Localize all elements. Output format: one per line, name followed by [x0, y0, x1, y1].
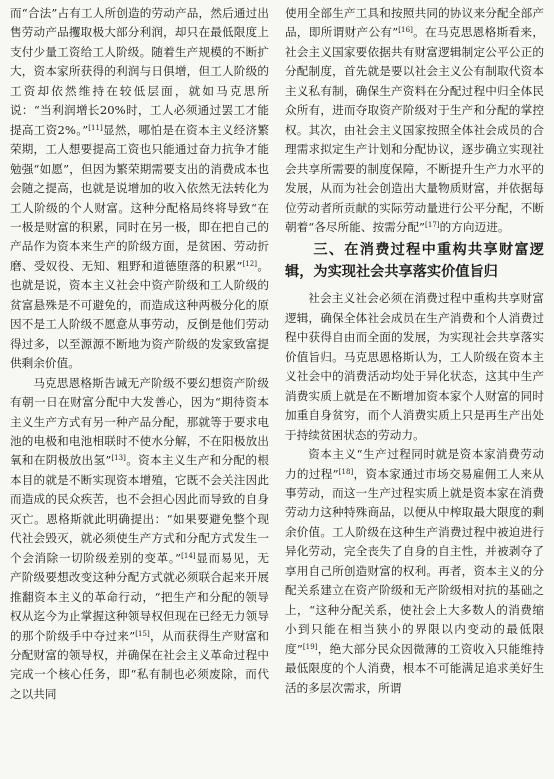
paragraph: 资本主义“生产过程同时就是资本家消费劳动力的过程”[18]，资本家通过市场交易雇佣工人来从事劳动，而这一生产过程实质上就是资本家在消费劳动力这种特殊商品，以便从中榨取最大限度的剩余价值。工人阶级在这种生产消费过程中被迫进行异化劳动，完全丧失了自身的自主性，并被剥夺了享用自己所创造财富的权利。再者，资本主义的分配关系建立在资产阶级和无产阶级相对抗的基础之上，“这种分配关系，使社会上大多数人的消费缩小到只能在相当狭小的界限以内变动的最低限度”[19]，绝大部分民众因微薄的工资收入只能维持最低限度的个人消费，根本不可能满足追求美好生活的多层次需求，所谓	[285, 447, 545, 695]
section-heading: 三、在消费过程中重构共享财富逻辑，为实现社会共享落实价值旨归	[285, 242, 544, 281]
paragraph: 而“合法”占有工人所创造的劳动产品，然后通过出售劳动产品攫取极大部分利润，却只在最低限度上支付少量工资给工人阶级。随着生产规模的不断扩大，资本家所获得的利润与日俱增，但工人阶级的工资却依然维持在较低层面，就如马克思所说：“当利润增长20%时，工人必须通过罢工才能提高工资2%。”[11]显然，哪怕是在资本主义经济繁荣期，工人想要提高工资也只能通过奋力抗争才能勉强“如愿”，但因为繁荣期需要支出的消费成本也会随之提高，也就是说增加的收入依然无法转化为工人阶级的个人财富。这种分配格局终将导致“在一极是财富的积累，同时在另一极，即在把自己的产品作为资本来生产的阶级方面，是贫困、劳动折磨、受奴役、无知、粗野和道德堕落的积累”[12]。也就是说，资本主义社会中资产阶级和工人阶级的贫富悬殊是不可避免的，而造成这种两极分化的原因不是工人阶级不愿意从事劳动，反倒是他们劳动得过多，以至源源不断地为资产阶级的发家致富提供剩余价值。	[10, 6, 270, 371]
paragraph: 社会主义社会必须在消费过程中重构共享财富逻辑，确保全体社会成员在生产消费和个人消费过程中获得自由而全面的发展，为实现社会共享落实价值旨归。马克思恩格斯认为，工人阶级在资本主义社会中的消费活动均处于异化状态，这其中生产消费实质上就是在不断增加资本家个人财富的同时加重自身贫穷，而个人消费实质上只是再生产出处于持续贫困状态的劳动力。	[285, 291, 544, 442]
paragraph: 使用全部生产工具和按照共同的协议来分配全部产品，即所谓财产公有”[16]。在马克思恩格斯看来，社会主义国家要依据共有财富逻辑制定公平公正的分配制度，首先就是要以社会主义公有制取代资本主义私有制，确保生产资料在分配过程中归全体民众所有，进而夺取资产阶级对于生产和分配的掌控权。其次，由社会主义国家按照全体社会成员的合理需求拟定生产计划和分配协议，逐步确立实现社会共享所需要的制度保障，不断提升生产力水平的发展，从而为社会创造出大量物质财富，并依据每位劳动者所贡献的实际劳动量进行公平分配，不断朝着“各尽所能、按需分配”[17]的方向迈进。	[285, 6, 544, 234]
left-column	[10, 4, 269, 779]
right-column	[285, 4, 544, 779]
paragraph: 马克思恩格斯告诫无产阶级不要幻想资产阶级有朝一日在财富分配中大发善心，因为“期待资本主义生产方式有另一种产品分配，那就等于要求电池的电极和电池相联时不使水分解，不在阳极放出氧和在阴极放出氢”[13]。资本主义生产和分配的根本目的就是不断实现资本增殖，它既不会关注因此而造成的民众疾苦，也不会担心因此而导致的自身灭亡。恩格斯就此明确提出：“如果要避免整个现代社会毁灭，就必须使生产方式和分配方式发生一个会消除一切阶级差别的变革。”[14]显而易见，无产阶级要想改变这种分配方式就必须联合起来开展推翻资本主义的革命行动，“把生产和分配的领导权从迄今为止掌握这种领导权但现在已经无力领导的那个阶级手中夺过来”[15]，从而获得生产财富和分配财富的领导权，并确保在社会主义革命过程中完成一个核心任务，即“私有制也必须废除，而代之以共同	[10, 375, 269, 701]
